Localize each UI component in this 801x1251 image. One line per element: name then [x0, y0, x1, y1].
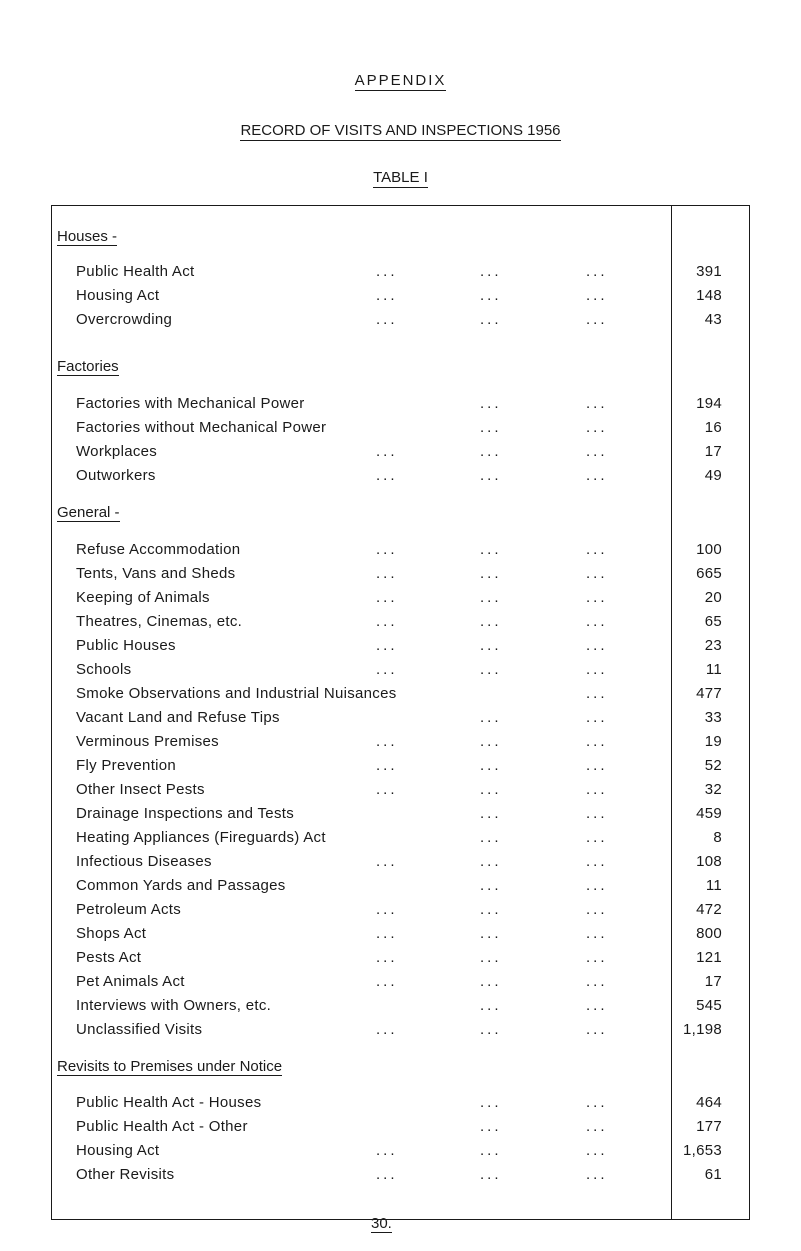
table-row: Workplaces ... ... ... 17: [76, 443, 722, 460]
table-row: Petroleum Acts ... ... ... 472: [76, 901, 722, 918]
record-title: RECORD OF VISITS AND INSPECTIONS 1956: [240, 122, 561, 139]
page-number: 30.: [371, 1215, 392, 1232]
table-row: Housing Act ... ... ... 148: [76, 287, 722, 304]
table-row: Infectious Diseases ... ... ... 108: [76, 853, 722, 870]
section-header-houses: Houses -: [57, 228, 118, 245]
table-row: Interviews with Owners, etc. ... ... 545: [76, 997, 722, 1014]
table-row: Heating Appliances (Fireguards) Act ... ... 8: [76, 829, 722, 846]
table-row: Public Health Act ... ... ... 391: [76, 263, 722, 280]
table-row: Keeping of Animals ... ... ... 20: [76, 589, 722, 606]
table-row: Smoke Observations and Industrial Nuisances ... 477: [76, 685, 722, 702]
table-row: Schools ... ... ... 11: [76, 661, 722, 678]
table-row: Factories without Mechanical Power ... ... 16: [76, 419, 722, 436]
table-row: Refuse Accommodation ... ... ... 100: [76, 541, 722, 558]
section-header-factories: Factories: [57, 358, 119, 375]
table-row: Fly Prevention ... ... ... 52: [76, 757, 722, 774]
table-title: TABLE I: [373, 169, 428, 186]
table-row: Drainage Inspections and Tests ... ... 459: [76, 805, 722, 822]
table-row: Housing Act ... ... ... 1,653: [76, 1142, 722, 1159]
table-row: Theatres, Cinemas, etc. ... ... ... 65: [76, 613, 722, 630]
table-row: Tents, Vans and Sheds ... ... ... 665: [76, 565, 722, 582]
table-row: Public Houses ... ... ... 23: [76, 637, 722, 654]
table-row: Outworkers ... ... ... 49: [76, 467, 722, 484]
table-row: Shops Act ... ... ... 800: [76, 925, 722, 942]
table-row: Common Yards and Passages ... ... 11: [76, 877, 722, 894]
table-row: Unclassified Visits ... ... ... 1,198: [76, 1021, 722, 1038]
table-row: Public Health Act - Houses ... ... 464: [76, 1094, 722, 1111]
appendix-heading: APPENDIX: [354, 72, 447, 89]
table-row: Verminous Premises ... ... ... 19: [76, 733, 722, 750]
table-row: Overcrowding ... ... ... 43: [76, 311, 722, 328]
table-row: Factories with Mechanical Power ... ... 194: [76, 395, 722, 412]
table-row: Public Health Act - Other ... ... 177: [76, 1118, 722, 1135]
section-header-general: General -: [57, 504, 120, 521]
table-row: Other Insect Pests ... ... ... 32: [76, 781, 722, 798]
table-row: Pet Animals Act ... ... ... 17: [76, 973, 722, 990]
table-row: Vacant Land and Refuse Tips ... ... 33: [76, 709, 722, 726]
section-header-revisits: Revisits to Premises under Notice: [57, 1058, 283, 1075]
table-row: Pests Act ... ... ... 121: [76, 949, 722, 966]
table-row: Other Revisits ... ... ... 61: [76, 1166, 722, 1183]
